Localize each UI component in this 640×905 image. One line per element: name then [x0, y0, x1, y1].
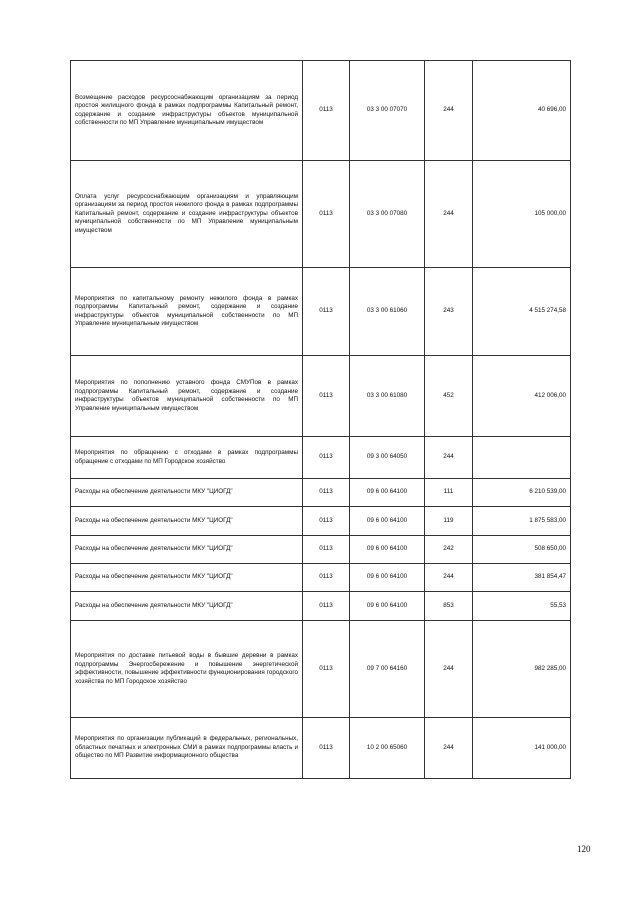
expense-type: 244 [425, 564, 473, 592]
expense-name: Расходы на обеспечение деятельности МКУ "ЦИОГД" [71, 564, 303, 592]
expense-name: Мероприятия по пополнению уставного фонда СМУПов в рамках подпрограммы Капитальный ремонт, содержание и создание инфраструктуры объектов муниципальной собственности по МП Управление муниципальным имуществом [71, 356, 303, 437]
page-number: 120 [577, 844, 591, 854]
expense-name: Мероприятия по организации публикаций в федеральных, региональных, областных печатных и электронных СМИ в рамках подпрограммы власть и общество по МП Развитие информационного общества [71, 718, 303, 779]
amount: 40 696,00 [473, 61, 571, 161]
expense-type: 244 [425, 718, 473, 779]
amount: 982 285,00 [473, 621, 571, 718]
expense-name: Оплата услуг ресурсоснабжающим организациям и управляющим организациям за период простоя нежилого фонда в рамках подпрограммы Капитальный ремонт, содержание и создание инфраструктуры объектов муниципальной собственности по МП Управление муниципальным имуществом [71, 161, 303, 268]
amount [473, 437, 571, 479]
target-code: 03 3 00 07080 [350, 161, 425, 268]
target-code: 03 3 00 07070 [350, 61, 425, 161]
amount: 4 515 274,58 [473, 268, 571, 356]
section-code: 0113 [303, 268, 350, 356]
expense-name: Мероприятия по обращению с отходами в рамках подпрограммы обращение с отходами по МП Городское хозяйство [71, 437, 303, 479]
expense-type: 853 [425, 592, 473, 621]
budget-table-body [71, 61, 571, 779]
section-code: 0113 [303, 61, 350, 161]
table-row [71, 268, 571, 356]
table-row [71, 592, 571, 621]
expense-type: 452 [425, 356, 473, 437]
target-code: 09 6 00 64100 [350, 479, 425, 507]
amount: 508 650,00 [473, 536, 571, 564]
target-code: 03 3 00 61060 [350, 268, 425, 356]
expense-name: Мероприятия по доставке питьевой воды в бывшие деревни в рамках подпрограммы Энергосбережение и повышение энергетической эффективности, повышение эффективности функционирования городского хозяйства по МП Городское хозяйство [71, 621, 303, 718]
target-code: 09 3 00 64050 [350, 437, 425, 479]
target-code: 09 6 00 64100 [350, 507, 425, 536]
table-row [71, 718, 571, 779]
table-row [71, 479, 571, 507]
amount: 1 875 583,00 [473, 507, 571, 536]
table-row [71, 564, 571, 592]
section-code: 0113 [303, 479, 350, 507]
expense-name: Расходы на обеспечение деятельности МКУ "ЦИОГД" [71, 507, 303, 536]
table-row [71, 161, 571, 268]
section-code: 0113 [303, 356, 350, 437]
budget-table [70, 60, 571, 779]
section-code: 0113 [303, 564, 350, 592]
section-code: 0113 [303, 437, 350, 479]
table-row [71, 536, 571, 564]
target-code: 09 6 00 64100 [350, 536, 425, 564]
amount: 55,53 [473, 592, 571, 621]
expense-name: Расходы на обеспечение деятельности МКУ "ЦИОГД" [71, 479, 303, 507]
expense-type: 244 [425, 161, 473, 268]
table-row [71, 61, 571, 161]
amount: 381 854,47 [473, 564, 571, 592]
section-code: 0113 [303, 507, 350, 536]
amount: 412 006,00 [473, 356, 571, 437]
expense-type: 244 [425, 621, 473, 718]
section-code: 0113 [303, 161, 350, 268]
expense-name: Мероприятия по капитальному ремонту нежилого фонда в рамках подпрограммы Капитальный ремонт, содержание и создание инфраструктуры объектов муниципальной собственности по МП Управление муниципальным имуществом [71, 268, 303, 356]
expense-name: Расходы на обеспечение деятельности МКУ "ЦИОГД" [71, 536, 303, 564]
table-row [71, 507, 571, 536]
target-code: 03 3 00 61080 [350, 356, 425, 437]
target-code: 09 6 00 64100 [350, 592, 425, 621]
expense-type: 243 [425, 268, 473, 356]
section-code: 0113 [303, 718, 350, 779]
amount: 141 000,00 [473, 718, 571, 779]
amount: 6 210 539,00 [473, 479, 571, 507]
section-code: 0113 [303, 621, 350, 718]
table-row [71, 356, 571, 437]
section-code: 0113 [303, 536, 350, 564]
expense-type: 242 [425, 536, 473, 564]
table-row [71, 621, 571, 718]
section-code: 0113 [303, 592, 350, 621]
amount: 105 000,00 [473, 161, 571, 268]
target-code: 09 6 00 64100 [350, 564, 425, 592]
expense-type: 119 [425, 507, 473, 536]
table-row [71, 437, 571, 479]
target-code: 09 7 00 64160 [350, 621, 425, 718]
expense-name: Возмещение расходов ресурсоснабжающим организациям за период простоя жилищного фонда в рамках подпрограммы Капитальный ремонт, содержание и создание инфраструктуры объектов муниципальной собственности по МП Управление муниципальным имуществом [71, 61, 303, 161]
expense-type: 244 [425, 437, 473, 479]
expense-type: 111 [425, 479, 473, 507]
expense-name: Расходы на обеспечение деятельности МКУ "ЦИОГД" [71, 592, 303, 621]
target-code: 10 2 00 65060 [350, 718, 425, 779]
expense-type: 244 [425, 61, 473, 161]
